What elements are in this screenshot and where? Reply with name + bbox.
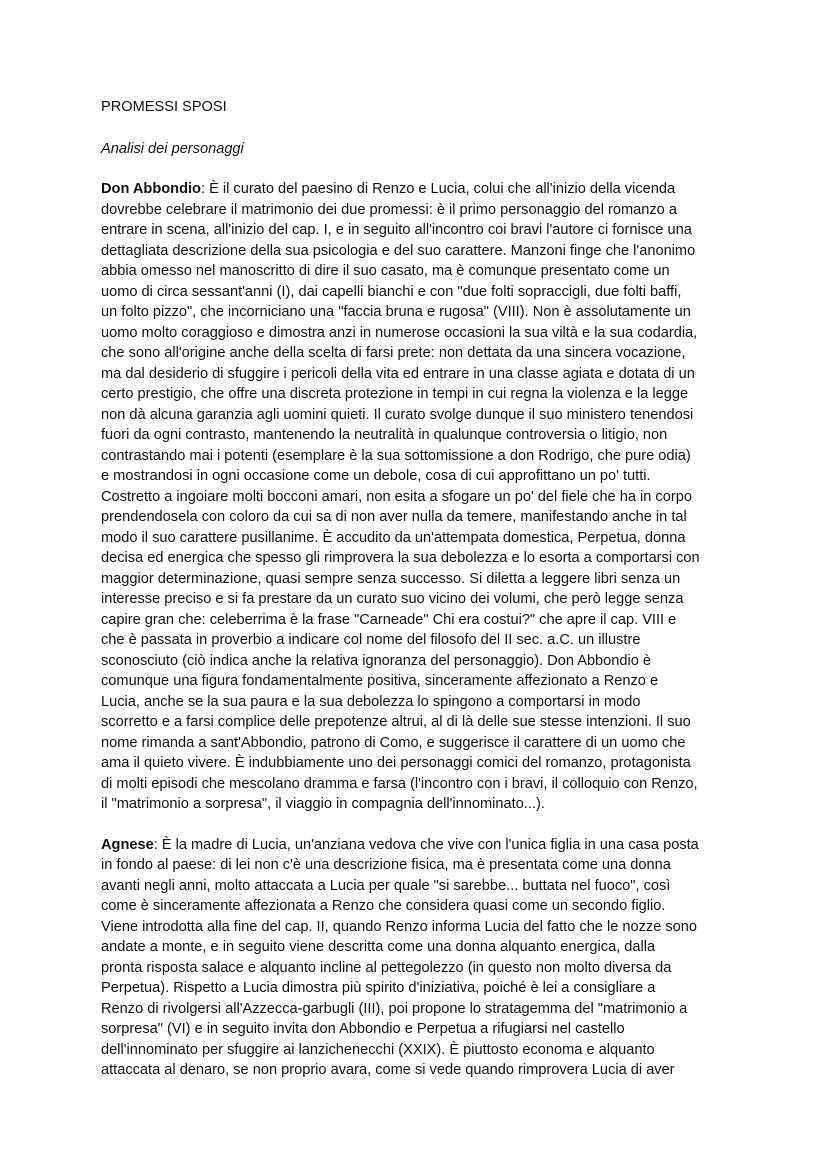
character-paragraph [101,835,731,1081]
paragraph-line: fuori da ogni contrasto, mantenendo la neutralità in qualunque controversia o litigio, non [101,427,668,443]
paragraph-line: maggior determinazione, quasi sempre senza successo. Si diletta a leggere libri senza un [101,570,681,587]
paragraph-line: certo prestigio, che offre una discreta protezione in tempi in cui regna la violenza e la legge [101,386,689,402]
paragraph-line: non dà alcuna garanzia agli uomini quieti. Il curato svolge dunque il suo ministero tenendosi [101,406,694,423]
document-subtitle: Analisi dei personaggi [101,140,244,157]
paragraph-line: Lucia, anche se la sua paura e la sua debolezza lo spingono a comportarsi in modo [101,693,641,710]
character-name: Agnese [101,836,154,853]
paragraph-line: uomo molto coraggioso e dimostra anzi in numerose occasioni la sua viltà e la sua codardia, [101,324,698,341]
paragraph-line [101,179,731,200]
paragraph-line: attaccata al denaro, se non proprio avara, come si vede quando rimprovera Lucia di aver [101,1062,675,1078]
paragraph-line: e mostrandosi in ogni occasione come un debole, cosa di cui approfittano un po' tutti. [101,468,651,484]
paragraph-line: sconosciuto (ciò indica anche la relativa ignoranza del personaggio). Don Abbondio è [101,652,652,669]
paragraph-line: un folto pizzo", che incorniciano una "faccia bruna e rugosa" (VIII). Non è assolutamente un [101,304,691,320]
paragraph-line: contrastando mai i potenti (esemplare è la sua sottomissione a don Rodrigo, che pure odia) [101,447,691,464]
paragraph-line: abbia omesso nel manoscritto di dire il suo casato, ma è comunque presentato come un [101,263,670,279]
paragraph-line [101,835,731,856]
paragraph-line: pronta risposta salace e alquanto incline al pettegolezzo (in questo non molto diversa da [101,959,672,976]
character-list [101,179,731,1081]
paragraph-line: di molti episodi che mescolano dramma e farsa (l'incontro con i bravi, il colloquio con Renzo, [101,775,698,792]
paragraph-line: che sono all'origine anche della scelta di farsi prete: non dettata da una sincera vocazione, [101,345,686,361]
paragraph-line: Costretto a ingoiare molti bocconi amari, non esita a sfogare un po' del fiele che ha in corpo [101,488,692,505]
paragraph-line: in fondo al paese: di lei non c'è una descrizione fisica, ma è presentata come una donna [101,857,671,873]
paragraph-line: ma dal desiderio di sfuggire i pericoli della vita ed entrare in una classe agiata e dotata di un [101,365,695,382]
paragraph-line: decisa ed energica che spesso gli rimprovera la sua debolezza e lo esorta a comportarsi con [101,550,700,566]
paragraph-line: modo il suo carattere pusillanime. È accudito da un'attempata domestica, Perpetua, donna [101,529,686,546]
document-title: PROMESSI SPOSI [101,99,227,115]
paragraph-line: ama il quieto vivere. È indubbiamente uno dei personaggi comici del romanzo, protagonista [101,755,691,771]
paragraph-line: avanti negli anni, molto attaccata a Lucia per quale "si sarebbe... buttata nel fuoco", così [101,877,671,894]
line-text: : È la madre di Lucia, un'anziana vedova che vive con l'unica figlia in una casa posta [153,836,699,853]
paragraph-line: Viene introdotta alla fine del cap. II, quando Renzo informa Lucia del fatto che le nozze sono [101,918,698,935]
paragraph-line: scorretto e a farsi complice delle prepotenze altrui, al di là delle sue stesse intenzioni. Il suo [101,714,691,730]
paragraph-line: interesse preciso e si fa prestare da un curato suo vicino dei volumi, che però legge senza [101,591,684,607]
paragraph-line: andate a monte, e in seguito viene descritta come una donna alquanto energica, dalla [101,939,656,955]
document-body [101,97,731,1101]
paragraph-line: capire gran che: celeberrima è la frase "Carneade" Chi era costui?" che apre il cap. VIII e [101,611,677,628]
paragraph-line: nome rimanda a sant'Abbondio, patrono di Como, e suggerisce il carattere di un uomo che [101,734,686,751]
paragraph-line: dell'innominato per sfuggire ai lanzichenecchi (XXIX). È piuttosto economa e alquanto [101,1041,655,1058]
paragraph-line: dovrebbe celebrare il matrimonio dei due promessi: è il primo personaggio del romanzo a [101,201,677,218]
paragraph-line: Perpetua). Rispetto a Lucia dimostra più spirito d'iniziativa, poiché è lei a consigliare a [101,980,656,996]
paragraph-line: come è sinceramente affezionata a Renzo che considera quasi come un secondo figlio. [101,898,666,914]
paragraph-line: che è passata in proverbio a indicare col nome del filosofo del II sec. a.C. un illustre [101,632,641,648]
paragraph-line: dettagliata descrizione della sua psicologia e del suo carattere. Manzoni finge che l'anonimo [101,242,696,259]
paragraph-line: Renzo di rivolgersi all'Azzecca-garbugli (III), poi propone lo stratagemma del "matrimonio a [101,1000,688,1017]
paragraph-line: comunque una figura fondamentalmente positiva, sinceramente affezionato a Renzo e [101,673,659,689]
character-paragraph [101,179,731,815]
paragraph-line: entrare in scena, all'inizio del cap. I, e in seguito all'incontro coi bravi l'autore ci fornisce una [101,222,692,238]
line-text: : È il curato del paesino di Renzo e Lucia, colui che all'inizio della vicenda [200,181,676,197]
paragraph-line: uomo di circa sessant'anni (I), dai capelli bianchi e con "due folti sopraccigli, due folti baffi, [101,283,682,300]
paragraph-line: sorpresa" (VI) e in seguito invita don Abbondio e Perpetua a rifugiarsi nel castello [101,1021,625,1037]
paragraph-line: il "matrimonio a sorpresa", il viaggio in compagnia dell'innominato...). [101,796,545,812]
character-name: Don Abbondio [101,181,201,197]
paragraph-line: prendendosela con coloro da cui sa di non aver nulla da temere, manifestando anche in tal [101,509,687,525]
